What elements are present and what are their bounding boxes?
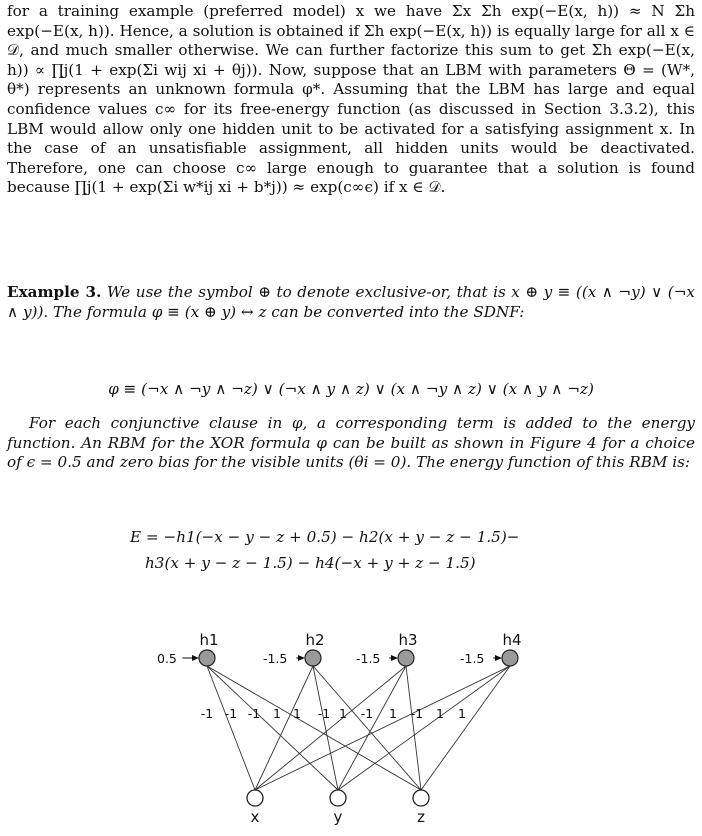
edge-h4-z [421,666,510,790]
edge-weight-label-11: 1 [436,706,444,721]
energy-equation-line-2: h3(x + y − z − 1.5) − h4(−x + y + z − 1.5) [145,554,476,572]
bias-label-h3: -1.5 [356,651,381,666]
energy-equation [130,528,630,580]
edge-h2-z [313,666,424,790]
edge-h2-y [313,666,338,790]
hidden-node-h3 [398,650,414,666]
visible-node-y [330,790,346,806]
edge-h2-x [255,666,313,790]
visible-label-y: y [333,808,343,826]
energy-equation-line-1: E = −h1(−x − y − z + 0.5) − h2(x + y − z − 1.5)− [130,528,520,546]
visible-label-z: z [417,808,425,826]
hidden-label-h4: h4 [502,631,522,649]
example-label: Example 3. [7,283,102,301]
edge-weight-label-9: 1 [389,706,397,721]
paragraph-free-energy: for a training example (preferred model) x we have Σx Σh exp(−E(x, h)) ≈ N Σh exp(−E(x, h)). Hence, a solution is obtained if Σh exp(−E(x, h)) is equally large for all x ∈ 𝒟, and much smaller otherwise. We can further factorize this sum to get Σh exp(−E(x, h)) ∝ ∏j(1 + exp(Σi wij xi + θj)). Now, suppose that an LBM with parameters Θ = (W*, θ*) represents an unknown formula φ*. Assuming that the LBM has large and equal confidence values c∞ for its free-energy function (as discussed in Section 3.3.2), this LBM would allow only one hidden unit to be activated for a satisfying assignment x. In the case of an unsatisfiable assignment, all hidden units would be deactivated. Therefore, one can choose c∞ large enough to guarantee that a solution is found because ∏j(1 + exp(Σi w*ij xi + b*j)) ≈ exp(c∞ϵ) if x ∈ 𝒟. [7,2,695,197]
example-text: We use the symbol ⊕ to denote exclusive-or, that is x ⊕ y ≡ ((x ∧ ¬y) ∨ (¬x ∧ y)). The formula φ ≡ (x ⊕ y) ↔ z can be converted into the SDNF: [7,283,695,321]
hidden-node-h2 [305,650,321,666]
sdnf-equation: φ ≡ (¬x ∧ ¬y ∧ ¬z) ∨ (¬x ∧ y ∧ z) ∨ (x ∧ ¬y ∧ z) ∨ (x ∧ y ∧ ¬z) [108,380,594,398]
paragraph-energy-function: For each conjunctive clause in φ, a corresponding term is added to the energy function. An RBM for the XOR formula φ can be built as shown in Figure 4 for a choice of ϵ = 0.5 and zero bias for the visible units (θi = 0). The energy function of this RBM is: [7,414,695,472]
visible-node-x [247,790,263,806]
edge-weight-label-7: 1 [339,706,347,721]
edge-weight-label-12: 1 [458,706,466,721]
edge-h1-z [207,666,424,790]
edge-h1-y [207,666,338,790]
bias-label-h2: -1.5 [263,651,288,666]
edge-weight-label-10: -1 [410,706,424,721]
hidden-node-h1 [199,650,215,666]
edge-h4-x [255,666,510,790]
bias-label-h4: -1.5 [460,651,485,666]
hidden-label-h1: h1 [199,631,219,649]
edge-weight-label-5: 1 [293,706,301,721]
hidden-node-h4 [502,650,518,666]
rbm-figure [140,620,560,836]
rbm-diagram [140,620,560,830]
edge-weight-label-3: -1 [247,706,261,721]
edge-h3-z [406,666,424,790]
example-3 [7,283,695,322]
edge-weight-label-4: 1 [273,706,281,721]
visible-label-x: x [250,808,260,826]
edge-h1-x [207,666,255,790]
visible-node-z [413,790,429,806]
edge-h3-y [338,666,406,790]
hidden-label-h3: h3 [398,631,418,649]
edge-weight-label-8: -1 [360,706,374,721]
edge-h4-y [338,666,510,790]
hidden-label-h2: h2 [305,631,325,649]
edge-weight-label-1: -1 [200,706,214,721]
edge-weight-label-2: -1 [224,706,238,721]
bias-label-h1: 0.5 [157,651,177,666]
edge-weight-label-6: -1 [317,706,331,721]
